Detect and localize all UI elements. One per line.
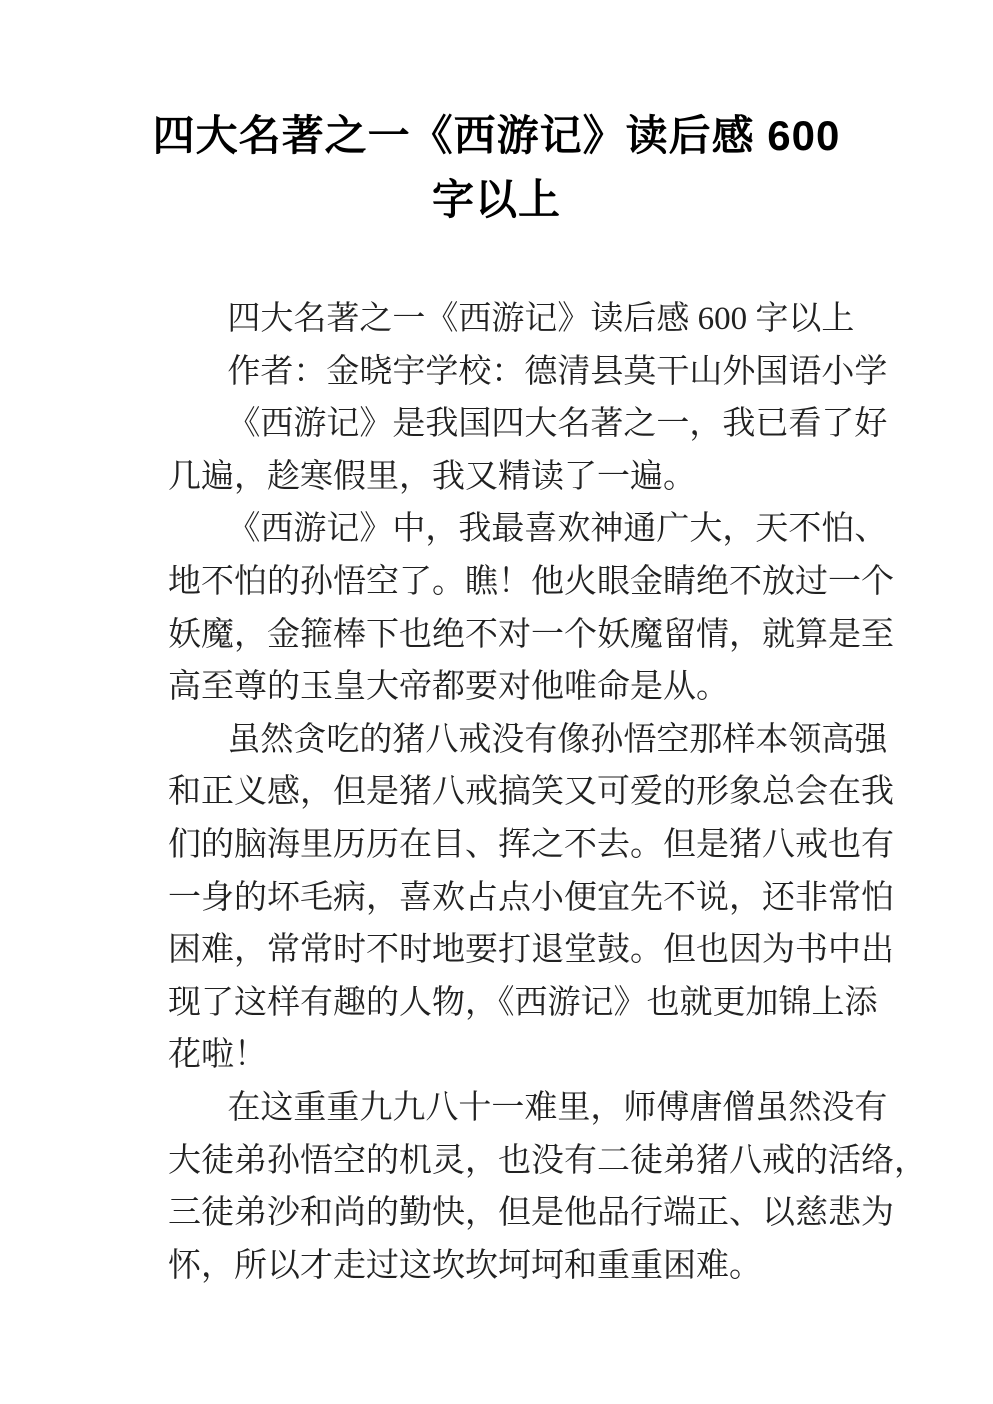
text-line: 四大名著之一《西游记》读后感 600 字以上 <box>227 301 855 337</box>
text-line: 几遍，趁寒假里，我又精读了一遍。 <box>168 458 696 495</box>
document-body <box>168 293 927 1292</box>
text-line: 虽然贪吃的猪八戒没有像孙悟空那样本领高强 <box>227 721 888 758</box>
page-title-line-2: 字以上 <box>431 176 561 223</box>
text-line: 一身的坏毛病，喜欢占点小便宜先不说，还非常怕 <box>168 879 894 916</box>
text-line: 大徒弟孙悟空的机灵，也没有二徒弟猪八戒的活络， <box>168 1142 927 1179</box>
text-line: 困难，常常时不时地要打退堂鼓。但也因为书中出 <box>168 932 894 969</box>
text-line: 怀，所以才走过这坎坎坷坷和重重困难。 <box>168 1247 762 1284</box>
text-line: 《西游记》是我国四大名著之一，我已看了好 <box>227 406 888 443</box>
text-line: 妖魔，金箍棒下也绝不对一个妖魔留情，就算是至 <box>168 616 894 653</box>
text-line: 现了这样有趣的人物，《西游记》也就更加锦上添 <box>168 984 878 1021</box>
text-line: 和正义感，但是猪八戒搞笑又可爱的形象总会在我 <box>168 774 894 811</box>
text-line: 三徒弟沙和尚的勤快，但是他品行端正、以慈悲为 <box>168 1195 894 1232</box>
text-line: 作者：金晓宇学校：德清县莫干山外国语小学 <box>227 353 888 390</box>
page-title <box>0 104 993 232</box>
text-line: 高至尊的玉皇大帝都要对他唯命是从。 <box>168 669 729 706</box>
text-line: 们的脑海里历历在目、挥之不去。但是猪八戒也有 <box>168 826 894 863</box>
text-line: 花啦！ <box>168 1037 267 1074</box>
text-line: 地不怕的孙悟空了。瞧！他火眼金睛绝不放过一个 <box>168 563 894 600</box>
text-line: 《西游记》中，我最喜欢神通广大，天不怕、 <box>227 511 888 548</box>
text-line: 在这重重九九八十一难里，师傅唐僧虽然没有 <box>227 1089 888 1126</box>
page-title-line-1: 四大名著之一《西游记》读后感 600 <box>152 112 841 159</box>
